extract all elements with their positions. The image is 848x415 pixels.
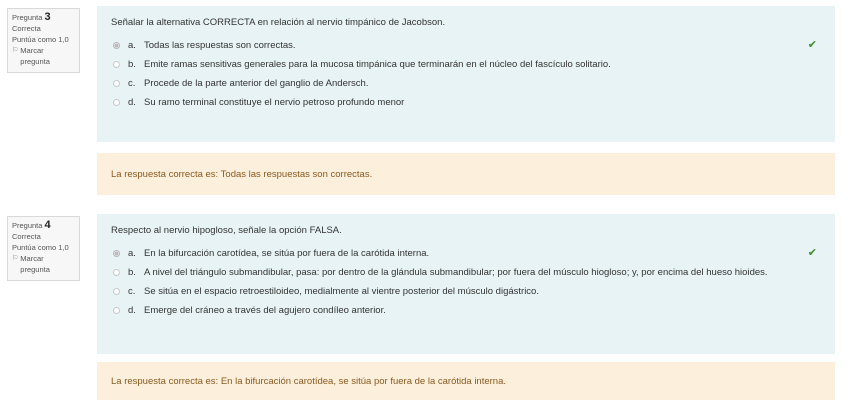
question-text: Señalar la alternativa CORRECTA en relación al nervio timpánico de Jacobson. <box>111 17 446 28</box>
question-number <box>12 12 75 23</box>
answer-option-d[interactable] <box>111 96 821 109</box>
question-state: Correcta <box>12 232 41 241</box>
question-score: Puntúa como 1,0 <box>12 35 69 44</box>
check-icon: ✔ <box>807 247 817 259</box>
flag-question-link[interactable] <box>12 253 75 275</box>
question-label: Pregunta <box>12 221 43 230</box>
flag-icon: ⚐ <box>12 255 19 262</box>
question-text: Respecto al nervio hipogloso, señale la opción FALSA. <box>111 225 342 236</box>
check-icon: ✔ <box>807 39 817 51</box>
answer-text: Todas las respuestas son correctas. <box>144 40 296 51</box>
answer-radio[interactable] <box>113 80 120 87</box>
answer-text: Su ramo terminal constituye el nervio petroso profundo menor <box>144 97 405 108</box>
answer-letter: c. <box>128 286 136 297</box>
answer-radio[interactable] <box>113 99 120 106</box>
answer-option-a[interactable] <box>111 39 821 52</box>
answer-text: Emite ramas sensitivas generales para la mucosa timpánica que terminarán en el núcleo del fascículo solitario. <box>144 59 611 70</box>
answer-radio[interactable] <box>113 288 120 295</box>
answer-letter: b. <box>128 59 136 70</box>
answer-letter: a. <box>128 248 136 259</box>
answer-radio[interactable] <box>113 42 120 49</box>
question-number <box>12 220 75 231</box>
answer-letter: d. <box>128 97 136 108</box>
answer-option-b[interactable] <box>111 58 821 71</box>
answer-letter: d. <box>128 305 136 316</box>
correct-answer-feedback <box>97 362 835 400</box>
answer-option-b[interactable] <box>111 266 821 279</box>
answer-radio[interactable] <box>113 250 120 257</box>
flag-question-link[interactable] <box>12 45 75 67</box>
question-info <box>7 216 80 281</box>
question-content <box>97 6 835 142</box>
flag-label: Marcar pregunta <box>20 254 50 274</box>
answer-text: A nivel del triángulo submandibular, pasa: por dentro de la glándula submandibular; por fuera del músculo hiogloso; y, por encima del hueso hioides. <box>144 267 768 278</box>
answer-radio[interactable] <box>113 307 120 314</box>
answer-letter: b. <box>128 267 136 278</box>
question-label: Pregunta <box>12 13 43 22</box>
feedback-text: La respuesta correcta es: Todas las respuestas son correctas. <box>111 168 373 180</box>
answer-option-c[interactable] <box>111 77 821 90</box>
question-number-value: 4 <box>44 219 51 231</box>
question-number-value: 3 <box>44 11 51 23</box>
question-info <box>7 8 80 73</box>
answer-list <box>111 247 821 317</box>
feedback-text: La respuesta correcta es: En la bifurcación carotídea, se sitúa por fuera de la carótida interna. <box>111 375 507 387</box>
answer-radio[interactable] <box>113 61 120 68</box>
answer-option-d[interactable] <box>111 304 821 317</box>
answer-radio[interactable] <box>113 269 120 276</box>
question-score: Puntúa como 1,0 <box>12 243 69 252</box>
question-content <box>97 214 835 354</box>
answer-text: En la bifurcación carotídea, se sitúa por fuera de la carótida interna. <box>144 248 430 259</box>
flag-label: Marcar pregunta <box>20 46 50 66</box>
flag-icon: ⚐ <box>12 47 19 54</box>
answer-option-a[interactable] <box>111 247 821 260</box>
correct-answer-feedback <box>97 153 835 195</box>
answer-text: Emerge del cráneo a través del agujero condíleo anterior. <box>144 305 386 316</box>
answer-list <box>111 39 821 109</box>
answer-letter: c. <box>128 78 136 89</box>
question-state: Correcta <box>12 24 41 33</box>
answer-text: Procede de la parte anterior del ganglio de Andersch. <box>144 78 369 89</box>
answer-letter: a. <box>128 40 136 51</box>
answer-option-c[interactable] <box>111 285 821 298</box>
answer-text: Se sitúa en el espacio retroestiloideo, medialmente al vientre posterior del músculo digástrico. <box>144 286 539 297</box>
